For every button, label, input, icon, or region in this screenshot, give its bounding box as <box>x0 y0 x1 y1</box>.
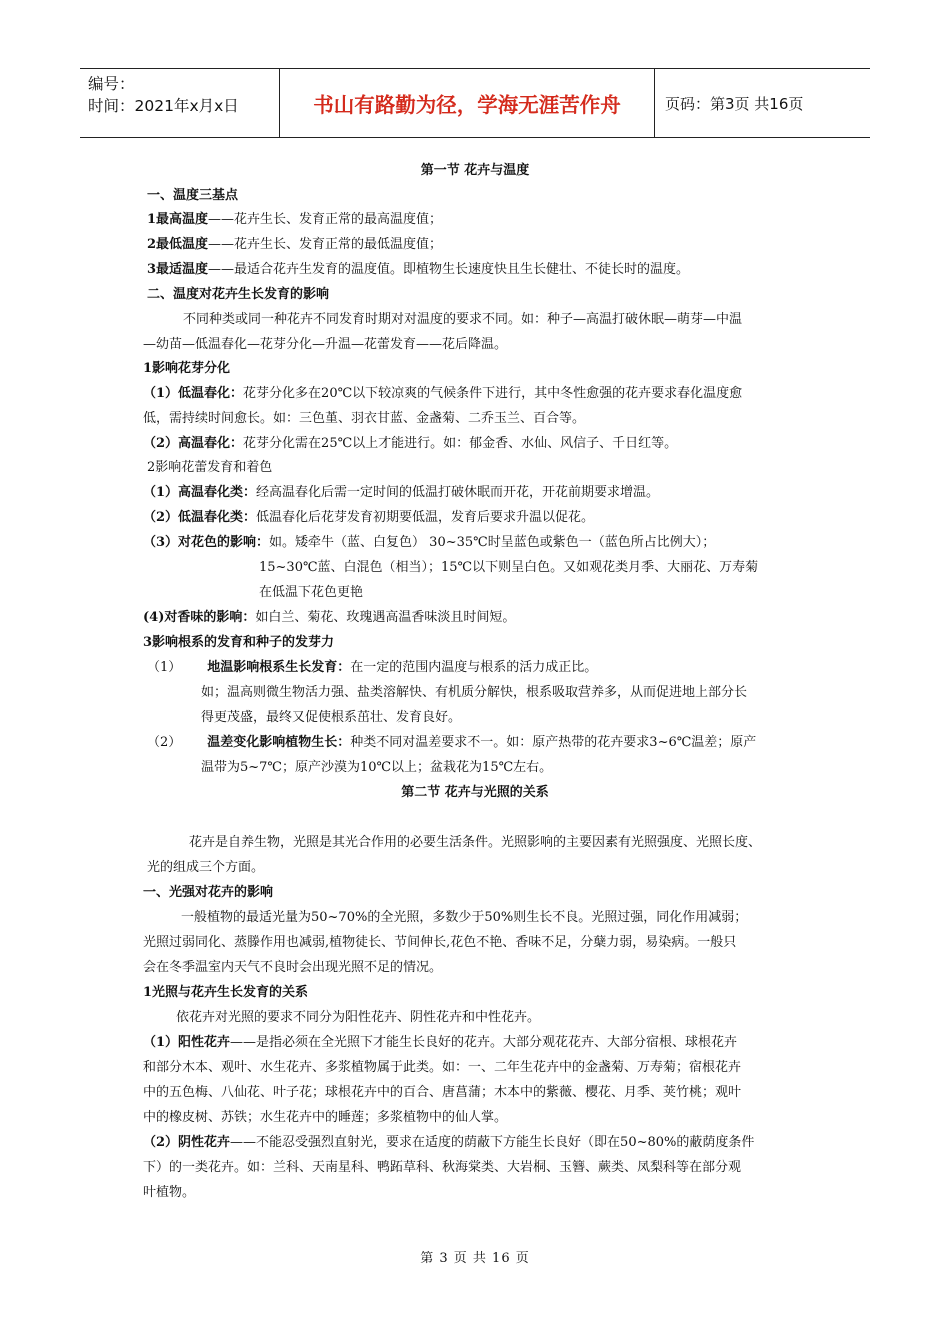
term: 1最高温度 <box>147 212 209 227</box>
date-label: 时间：2021年x月x日 <box>88 97 239 115</box>
motto-banner: 书山有路勤为径，学海无涯苦作舟 <box>279 69 655 137</box>
paragraph-line: 温带为5~7℃；原产沙漠为10℃以上；盆栽花为15℃左右。 <box>201 760 553 775</box>
paragraph-line: 一般植物的最适光量为50~70%的全光照，多数少于50%则生长不良。光照过强，同化作用减弱； <box>181 910 748 925</box>
page-header <box>80 68 870 138</box>
subheading: 1影响花芽分化 <box>143 361 231 376</box>
text: ——是指必须在全光照下才能生长良好的花卉。大部分观花花卉、大部分宿根、球根花卉 <box>230 1035 738 1050</box>
paragraph-line <box>147 657 597 679</box>
paragraph-line <box>143 482 659 504</box>
item-number: （2） <box>147 735 182 750</box>
paragraph-line <box>147 259 689 281</box>
paragraph-line: 依花卉对光照的要求不同分为阳性花卉、阴性花卉和中性花卉。 <box>176 1010 541 1025</box>
number-label: 编号： <box>88 75 135 93</box>
term: （2）低温春化类： <box>143 510 257 525</box>
text: 花芽分化多在20℃以下较凉爽的气候条件下进行，其中冬性愈强的花卉要求春化温度愈 <box>243 386 743 401</box>
paragraph-line <box>147 732 756 754</box>
paragraph-line: —幼苗—低温春化—花芽分化—升温—花蕾发育——花后降温。 <box>143 337 508 352</box>
paragraph-line: 不同种类或同一种花卉不同发育时期对对温度的要求不同。如：种子—高温打破休眠—萌芽—中温 <box>183 312 743 327</box>
text: ——最适合花卉生发育的温度值。即植物生长速度快且生长健壮、不徒长时的温度。 <box>208 262 690 277</box>
page-info: 页码：第3页 共16页 <box>665 94 804 113</box>
term: (4)对香味的影响： <box>143 610 256 625</box>
paragraph-line: 会在冬季温室内天气不良时会出现光照不足的情况。 <box>143 960 443 975</box>
paragraph-line <box>147 234 442 256</box>
term: 地温影响根系生长发育： <box>207 660 351 675</box>
heading: 一、温度三基点 <box>147 188 239 203</box>
text: 如。矮牵牛（蓝、白复色） 30~35℃时呈蓝色或紫色一（蓝色所占比例大）； <box>269 535 716 550</box>
text: ——不能忍受强烈直射光，要求在适度的荫蔽下方能生长良好（即在50~80%的蔽荫度条件 <box>230 1135 755 1150</box>
subheading: 3影响根系的发育和种子的发芽力 <box>143 635 335 650</box>
term: （3）对花色的影响： <box>143 535 270 550</box>
heading: 二、温度对花卉生长发育的影响 <box>147 287 330 302</box>
paragraph-line: 叶植物。 <box>143 1185 196 1200</box>
term: 3最适温度 <box>147 262 209 277</box>
paragraph-line: 和部分木本、观叶、水生花卉、多浆植物属于此类。如：一、二年生花卉中的金盏菊、万寿菊；宿根花卉 <box>143 1060 742 1075</box>
paragraph-line: 光照过弱同化、蒸滕作用也减弱,植物徒长、节间伸长,花色不艳、香味不足，分蘖力弱，易染病。一般只 <box>143 935 737 950</box>
section-title: 第二节 花卉与光照的关系 <box>401 785 549 800</box>
text: ——花卉生长、发育正常的最高温度值； <box>208 212 443 227</box>
term: （1）低温春化： <box>143 386 244 401</box>
paragraph-line: 15~30℃蓝、白混色（相当）；15℃以下则呈白色。又如观花类月季、大丽花、万寿菊 <box>259 560 759 575</box>
subheading: 1光照与花卉生长发育的关系 <box>143 985 309 1000</box>
text: ——花卉生长、发育正常的最低温度值； <box>208 237 443 252</box>
text: 低温春化后花芽发育初期要低温，发育后要求升温以促花。 <box>256 510 595 525</box>
paragraph-line <box>143 433 677 455</box>
paragraph-line: 中的五色梅、八仙花、叶子花；球根花卉中的百合、唐菖蒲；木本中的紫薇、樱花、月季、荚竹桃；观叶 <box>143 1085 742 1100</box>
text: 如白兰、菊花、玫瑰遇高温香味淡且时间短。 <box>255 610 516 625</box>
heading: 一、光强对花卉的影响 <box>143 885 274 900</box>
paragraph-line: 光的组成三个方面。 <box>147 860 265 875</box>
section-title: 第一节 花卉与温度 <box>420 163 530 178</box>
paragraph-line <box>143 507 594 529</box>
text: 经高温春化后需一定时间的低温打破休眠而开花，开花前期要求增温。 <box>256 485 660 500</box>
term: （1）阳性花卉 <box>143 1035 231 1050</box>
text: 在一定的范围内温度与根系的活力成正比。 <box>350 660 598 675</box>
paragraph-line <box>143 1132 754 1154</box>
page-footer: 第 3 页 共 16 页 <box>420 1251 530 1266</box>
term: （2）阴性花卉 <box>143 1135 231 1150</box>
paragraph-line <box>143 1032 737 1054</box>
paragraph-line: 如；温高则微生物活力强、盐类溶解快、有机质分解快，根系吸取营养多，从而促进地上部分长 <box>201 685 748 700</box>
text: 花芽分化需在25℃以上才能进行。如：郁金香、水仙、风信子、千日红等。 <box>243 436 678 451</box>
paragraph-line <box>143 607 515 629</box>
text: 种类不同对温差要求不一。如：原产热带的花卉要求3~6℃温差；原产 <box>350 735 757 750</box>
paragraph-line: 在低温下花色更艳 <box>259 585 364 600</box>
paragraph-line <box>143 383 742 405</box>
paragraph-line: 下）的一类花卉。如：兰科、天南星科、鸭跖草科、秋海棠类、大岩桐、玉簪、蕨类、凤梨科等在部分观 <box>143 1160 742 1175</box>
paragraph-line: 得更茂盛，最终又促使根系茁壮、发育良好。 <box>201 710 462 725</box>
subheading: 2影响花蕾发育和着色 <box>147 460 273 475</box>
paragraph-line: 低，需持续时间愈长。如：三色堇、羽衣甘蓝、金盏菊、二乔玉兰、百合等。 <box>143 411 586 426</box>
item-number: （1） <box>147 660 182 675</box>
term: 温差变化影响植物生长： <box>207 735 351 750</box>
paragraph-line <box>143 532 715 554</box>
term: （1）高温春化类： <box>143 485 257 500</box>
term: （2）高温春化： <box>143 436 244 451</box>
term: 2最低温度 <box>147 237 209 252</box>
paragraph-line: 中的橡皮树、苏铁；水生花卉中的睡莲；多浆植物中的仙人掌。 <box>143 1110 508 1125</box>
paragraph-line <box>147 209 442 231</box>
header-meta <box>88 73 239 117</box>
paragraph-line: 花卉是自养生物，光照是其光合作用的必要生活条件。光照影响的主要因素有光照强度、光照长度、 <box>189 835 762 850</box>
